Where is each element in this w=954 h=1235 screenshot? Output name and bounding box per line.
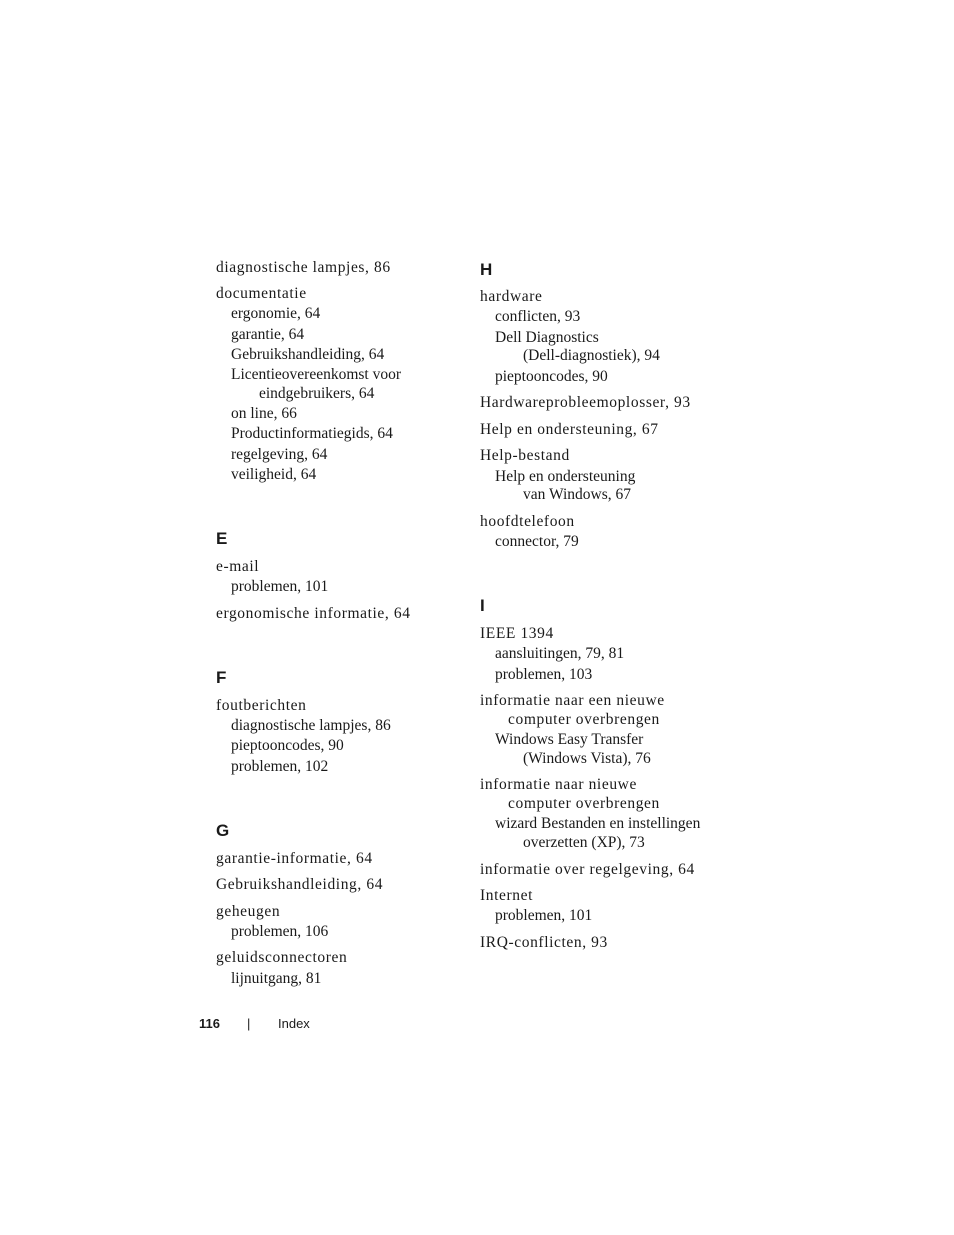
index-entry: diagnostische lampjes, 86 — [216, 259, 391, 276]
footer-separator: | — [247, 1016, 251, 1031]
index-subentry: pieptooncodes, 90 — [231, 737, 344, 754]
index-entry: documentatie — [216, 285, 307, 302]
index-entry: hardware — [480, 288, 543, 305]
index-entry: hoofdtelefoon — [480, 513, 575, 530]
index-subentry: Help en ondersteuning — [495, 468, 636, 485]
index-subentry: ergonomie, 64 — [231, 305, 321, 322]
index-entry: informatie naar een nieuwe — [480, 692, 665, 709]
index-subentry: Productinformatiegids, 64 — [231, 425, 393, 442]
index-entry: IRQ-conflicten, 93 — [480, 934, 608, 951]
index-subentry: conflicten, 93 — [495, 308, 581, 325]
index-subentry: problemen, 103 — [495, 666, 593, 683]
index-entry: e-mail — [216, 558, 260, 575]
index-entry-continuation: computer overbrengen — [508, 795, 660, 812]
section-letter-f: F — [216, 668, 227, 687]
index-subentry: on line, 66 — [231, 405, 297, 422]
index-subentry: Licentieovereenkomst voor — [231, 366, 402, 383]
index-subentry: Dell Diagnostics — [495, 329, 599, 346]
index-entry: foutberichten — [216, 697, 307, 714]
index-entry: ergonomische informatie, 64 — [216, 605, 411, 622]
index-subentry: wizard Bestanden en instellingen — [495, 815, 701, 832]
index-subentry: Windows Easy Transfer — [495, 731, 644, 748]
index-entry: Hardwareprobleemoplosser, 93 — [480, 394, 691, 411]
index-subentry-continuation: (Windows Vista), 76 — [523, 750, 651, 767]
index-entry-continuation: computer overbrengen — [508, 711, 660, 728]
index-entry: informatie naar nieuwe — [480, 776, 637, 793]
index-subentry-continuation: overzetten (XP), 73 — [523, 834, 645, 851]
index-subentry: lijnuitgang, 81 — [231, 970, 322, 987]
index-subentry: veiligheid, 64 — [231, 466, 317, 483]
section-letter-h: H — [480, 260, 493, 279]
index-subentry: aansluitingen, 79, 81 — [495, 645, 625, 662]
index-subentry: Gebruikshandleiding, 64 — [231, 346, 385, 363]
section-letter-g: G — [216, 821, 230, 840]
section-letter-i: I — [480, 596, 485, 615]
index-subentry: problemen, 106 — [231, 923, 329, 940]
index-subentry: garantie, 64 — [231, 326, 305, 343]
footer-section-title: Index — [278, 1016, 310, 1031]
index-entry: geluidsconnectoren — [216, 949, 348, 966]
index-entry: IEEE 1394 — [480, 625, 554, 642]
section-letter-e: E — [216, 529, 228, 548]
index-subentry: regelgeving, 64 — [231, 446, 328, 463]
index-entry: Help-bestand — [480, 447, 570, 464]
index-subentry: diagnostische lampjes, 86 — [231, 717, 391, 734]
index-entry: Internet — [480, 887, 533, 904]
index-subentry-continuation: eindgebruikers, 64 — [259, 385, 375, 402]
index-subentry: problemen, 101 — [495, 907, 593, 924]
index-entry: geheugen — [216, 903, 281, 920]
page-number: 116 — [199, 1016, 220, 1031]
index-subentry: connector, 79 — [495, 533, 579, 550]
index-entry: Gebruikshandleiding, 64 — [216, 876, 384, 893]
index-entry: garantie-informatie, 64 — [216, 850, 373, 867]
index-subentry: problemen, 101 — [231, 578, 329, 595]
index-subentry-continuation: van Windows, 67 — [523, 486, 632, 503]
index-subentry-continuation: (Dell-diagnostiek), 94 — [523, 347, 660, 364]
index-subentry: problemen, 102 — [231, 758, 329, 775]
index-subentry: pieptooncodes, 90 — [495, 368, 608, 385]
index-entry: informatie over regelgeving, 64 — [480, 861, 695, 878]
index-entry: Help en ondersteuning, 67 — [480, 421, 659, 438]
